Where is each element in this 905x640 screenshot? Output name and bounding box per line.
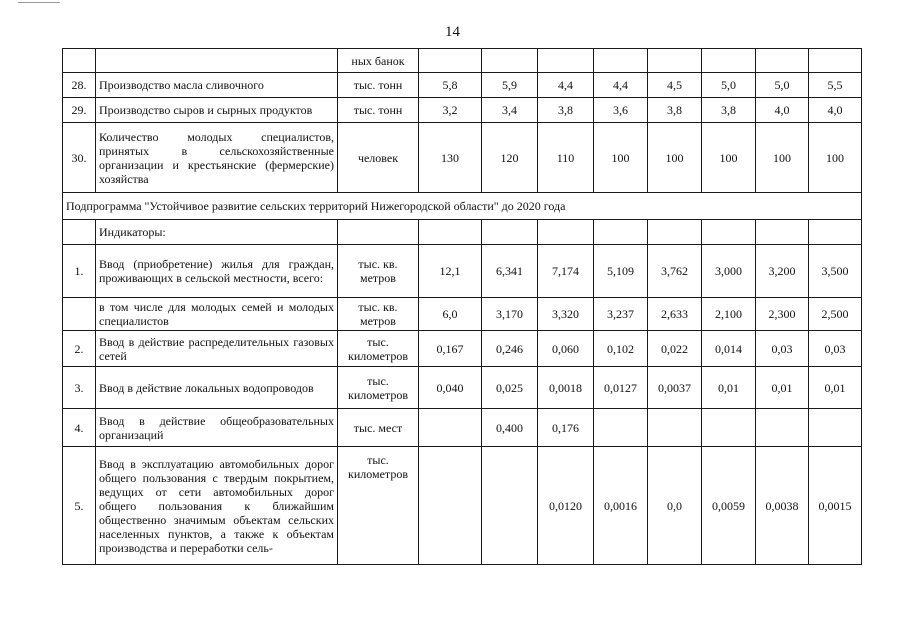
- value-cell: 3,8: [702, 98, 756, 123]
- value-cell: [809, 409, 862, 447]
- unit-cell: человек: [338, 123, 419, 193]
- value-cell: [756, 220, 809, 245]
- value-cell: 3,500: [809, 245, 862, 298]
- value-cell: [809, 220, 862, 245]
- value-cell: [756, 409, 809, 447]
- value-cell: 5,8: [419, 73, 482, 98]
- table-row: [63, 220, 862, 245]
- value-cell: 2,300: [756, 298, 809, 331]
- subprogram-header-row: [63, 193, 862, 220]
- table-row: [63, 73, 862, 98]
- value-cell: 4,4: [594, 73, 648, 98]
- value-cell: 4,4: [538, 73, 594, 98]
- value-cell: 110: [538, 123, 594, 193]
- indicator-name: Ввод в действие общеобразовательных организаций: [96, 409, 338, 447]
- value-cell: [419, 49, 482, 73]
- value-cell: 0,0015: [809, 447, 862, 565]
- row-number: [63, 49, 96, 73]
- unit-cell: тыс. километров: [338, 331, 419, 367]
- value-cell: 0,0016: [594, 447, 648, 565]
- value-cell: 5,5: [809, 73, 862, 98]
- value-cell: 0,025: [482, 367, 538, 409]
- value-cell: 0,01: [756, 367, 809, 409]
- value-cell: 4,0: [756, 98, 809, 123]
- indicator-name: в том числе для молодых семей и молодых специалистов: [96, 298, 338, 331]
- value-cell: 2,100: [702, 298, 756, 331]
- row-number: [63, 220, 96, 245]
- value-cell: [648, 409, 702, 447]
- unit-cell: тыс. тонн: [338, 73, 419, 98]
- value-cell: 5,0: [702, 73, 756, 98]
- value-cell: 120: [482, 123, 538, 193]
- value-cell: 2,633: [648, 298, 702, 331]
- indicator-name: Ввод в эксплуатацию автомобильных дорог общего пользования с твердым покрытием, ведущих от сети автомобильных дорог общего пользования к ближайшим общественно значимым объектам сельских населенных пунктов, а также к объектам производства и переработки сель-: [96, 447, 338, 565]
- row-number: 30.: [63, 123, 96, 193]
- value-cell: [648, 49, 702, 73]
- indicator-name: Индикаторы:: [96, 220, 338, 245]
- indicator-name: Ввод в действие распределительных газовых сетей: [96, 331, 338, 367]
- unit-cell: тыс. километров: [338, 447, 419, 565]
- value-cell: 5,9: [482, 73, 538, 98]
- indicator-name: Производство масла сливочного: [96, 73, 338, 98]
- value-cell: 0,102: [594, 331, 648, 367]
- value-cell: 0,167: [419, 331, 482, 367]
- unit-cell: тыс. кв. метров: [338, 245, 419, 298]
- table-row: [63, 409, 862, 447]
- value-cell: 100: [809, 123, 862, 193]
- row-number: 5.: [63, 447, 96, 565]
- value-cell: 100: [648, 123, 702, 193]
- value-cell: 4,0: [809, 98, 862, 123]
- value-cell: 100: [702, 123, 756, 193]
- value-cell: 0,01: [702, 367, 756, 409]
- value-cell: 0,040: [419, 367, 482, 409]
- value-cell: 0,01: [809, 367, 862, 409]
- value-cell: 0,0127: [594, 367, 648, 409]
- indicators-table: [62, 48, 862, 565]
- unit-cell: [338, 220, 419, 245]
- value-cell: [594, 49, 648, 73]
- value-cell: [756, 49, 809, 73]
- value-cell: 3,170: [482, 298, 538, 331]
- unit-cell: тыс. километров: [338, 367, 419, 409]
- value-cell: 6,0: [419, 298, 482, 331]
- value-cell: 12,1: [419, 245, 482, 298]
- unit-cell: тыс. кв. метров: [338, 298, 419, 331]
- value-cell: [538, 220, 594, 245]
- value-cell: 5,0: [756, 73, 809, 98]
- table-row: [63, 331, 862, 367]
- value-cell: 0,03: [756, 331, 809, 367]
- value-cell: 6,341: [482, 245, 538, 298]
- value-cell: 100: [756, 123, 809, 193]
- row-number: 4.: [63, 409, 96, 447]
- indicator-name: Производство сыров и сырных продуктов: [96, 98, 338, 123]
- row-number: [63, 298, 96, 331]
- value-cell: 3,200: [756, 245, 809, 298]
- row-number: 1.: [63, 245, 96, 298]
- value-cell: [419, 447, 482, 565]
- value-cell: 0,400: [482, 409, 538, 447]
- value-cell: 0,014: [702, 331, 756, 367]
- value-cell: 130: [419, 123, 482, 193]
- page-number: 14: [445, 24, 460, 40]
- value-cell: 2,500: [809, 298, 862, 331]
- value-cell: 0,03: [809, 331, 862, 367]
- value-cell: [419, 220, 482, 245]
- table-row: [63, 245, 862, 298]
- value-cell: 0,0038: [756, 447, 809, 565]
- unit-cell: тыс. тонн: [338, 98, 419, 123]
- value-cell: [702, 220, 756, 245]
- value-cell: 3,4: [482, 98, 538, 123]
- value-cell: 3,320: [538, 298, 594, 331]
- table-row: [63, 298, 862, 331]
- value-cell: 0,0037: [648, 367, 702, 409]
- value-cell: 100: [594, 123, 648, 193]
- value-cell: [482, 447, 538, 565]
- value-cell: [538, 49, 594, 73]
- value-cell: [594, 220, 648, 245]
- value-cell: 3,2: [419, 98, 482, 123]
- indicator-name: Количество молодых специалистов, принятых в сельскохозяйственные организации и крестьянские (фермерские) хозяйства: [96, 123, 338, 193]
- value-cell: 0,0: [648, 447, 702, 565]
- value-cell: 0,0018: [538, 367, 594, 409]
- value-cell: [594, 409, 648, 447]
- indicator-name: [96, 49, 338, 73]
- table-row: [63, 123, 862, 193]
- row-number: 2.: [63, 331, 96, 367]
- table-row: [63, 98, 862, 123]
- value-cell: 0,176: [538, 409, 594, 447]
- value-cell: 3,8: [648, 98, 702, 123]
- value-cell: 3,762: [648, 245, 702, 298]
- value-cell: 0,0059: [702, 447, 756, 565]
- value-cell: [702, 409, 756, 447]
- table-row: [63, 49, 862, 73]
- indicator-name: Ввод (приобретение) жилья для граждан, проживающих в сельской местности, всего:: [96, 245, 338, 298]
- value-cell: [648, 220, 702, 245]
- value-cell: 0,246: [482, 331, 538, 367]
- value-cell: 7,174: [538, 245, 594, 298]
- value-cell: 4,5: [648, 73, 702, 98]
- value-cell: 0,022: [648, 331, 702, 367]
- row-number: 3.: [63, 367, 96, 409]
- value-cell: 3,6: [594, 98, 648, 123]
- value-cell: [809, 49, 862, 73]
- value-cell: [482, 220, 538, 245]
- value-cell: 5,109: [594, 245, 648, 298]
- row-number: 28.: [63, 73, 96, 98]
- table-row: [63, 367, 862, 409]
- value-cell: 3,000: [702, 245, 756, 298]
- value-cell: [702, 49, 756, 73]
- value-cell: 3,237: [594, 298, 648, 331]
- row-number: 29.: [63, 98, 96, 123]
- value-cell: 3,8: [538, 98, 594, 123]
- scan-artifact-line: [18, 2, 60, 3]
- table-row: [63, 447, 862, 565]
- value-cell: 0,060: [538, 331, 594, 367]
- value-cell: 0,0120: [538, 447, 594, 565]
- value-cell: [419, 409, 482, 447]
- value-cell: [482, 49, 538, 73]
- indicator-name: Ввод в действие локальных водопроводов: [96, 367, 338, 409]
- subprogram-title: Подпрограмма "Устойчивое развитие сельских территорий Нижегородской области" до 2020 года: [63, 193, 862, 220]
- unit-cell: ных банок: [338, 49, 419, 73]
- unit-cell: тыс. мест: [338, 409, 419, 447]
